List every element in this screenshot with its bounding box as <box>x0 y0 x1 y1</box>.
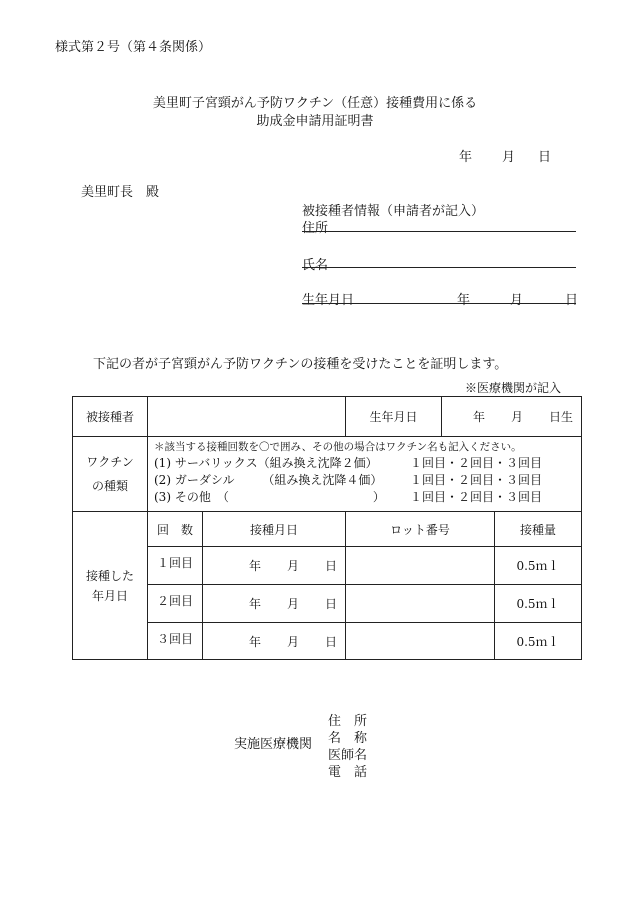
patient-row <box>73 397 582 437</box>
dose-count: ２回目 <box>148 585 203 623</box>
document-title <box>0 95 630 131</box>
dose-row-1 <box>73 547 582 585</box>
table-dob-year: 年 <box>472 410 485 424</box>
address-label: 住所 <box>302 221 329 236</box>
vaccine-option-1[interactable] <box>154 455 581 472</box>
dob-field[interactable] <box>302 303 576 304</box>
header-lot: ロット番号 <box>346 512 495 547</box>
institution-phone-label: 電 話 <box>328 765 368 780</box>
vaccine-option-3-doses: １回目・２回目・３回目 <box>410 490 543 504</box>
issue-date-year: 年 <box>459 150 473 165</box>
dose-date-field[interactable] <box>203 623 346 660</box>
issue-date <box>0 146 630 164</box>
vaccine-option-3-name: (3) その他 （ ） <box>154 490 385 504</box>
dob-label: 生年月日 <box>302 293 355 308</box>
title-line-2: 助成金申請用証明書 <box>256 114 374 129</box>
vaccine-option-1-name: (1) サーバリックス（組み換え沈降２価） <box>154 456 378 470</box>
dose-amount: 0.5ｍｌ <box>495 547 582 585</box>
table-dob-field[interactable] <box>442 397 582 437</box>
issue-date-month: 月 <box>502 150 516 165</box>
dose-amount: 0.5ｍｌ <box>495 585 582 623</box>
patient-label: 被接種者 <box>73 397 148 437</box>
institution-address-label: 住 所 <box>328 714 368 729</box>
vaccine-option-2-name: (2) ガーダシル （組み換え沈降４価） <box>154 473 383 487</box>
institution-fields <box>328 713 367 781</box>
address-field[interactable] <box>302 231 576 232</box>
dose-2-day: 日 <box>325 597 338 611</box>
dose-2-month: 月 <box>286 597 299 611</box>
name-field[interactable] <box>302 267 576 268</box>
dose-1-day: 日 <box>325 559 338 573</box>
header-amount: 接種量 <box>495 512 582 547</box>
dose-3-year: 年 <box>248 634 261 649</box>
vaccine-option-2-doses: １回目・２回目・３回目 <box>410 473 543 487</box>
medical-institution-note: ※医療機関が記入 <box>465 381 562 395</box>
dose-3-day: 日 <box>325 634 338 649</box>
dose-count: １回目 <box>148 547 203 585</box>
header-count: 回 数 <box>148 512 203 547</box>
vaccination-date-section-label <box>73 512 148 660</box>
date-section-line2: 年月日 <box>91 588 128 603</box>
table-dob-suffix: 日生 <box>549 410 574 424</box>
form-number: 様式第２号（第４条関係） <box>55 40 212 55</box>
header-date: 接種月日 <box>203 512 346 547</box>
dose-row-3 <box>73 623 582 660</box>
vaccine-label-line2: の種類 <box>91 479 128 493</box>
issue-date-day: 日 <box>538 150 552 165</box>
institution-label: 実施医療機関 <box>234 737 313 752</box>
vaccine-option-2[interactable] <box>154 472 581 489</box>
institution-name-label: 名 称 <box>328 731 368 746</box>
lot-number-field[interactable] <box>346 623 495 660</box>
dose-row-2 <box>73 585 582 623</box>
table-dob-month: 月 <box>511 410 524 424</box>
vaccine-option-3[interactable] <box>154 489 581 506</box>
dob-year-unit: 年 <box>457 293 471 308</box>
vaccine-options <box>148 437 582 512</box>
dose-count: ３回目 <box>148 623 203 660</box>
addressee: 美里町長 殿 <box>81 185 160 200</box>
recipient-heading: 被接種者情報（申請者が記入） <box>302 204 485 219</box>
date-section-line1: 接種した <box>85 568 134 583</box>
dose-date-field[interactable] <box>203 547 346 585</box>
vaccine-type-row <box>73 437 582 512</box>
dose-amount: 0.5ｍｌ <box>495 623 582 660</box>
dose-1-year: 年 <box>248 559 261 573</box>
dose-header-row <box>73 512 582 547</box>
title-line-1: 美里町子宮頸がん予防ワクチン（任意）接種費用に係る <box>152 96 478 111</box>
vaccine-option-1-doses: １回目・２回目・３回目 <box>410 456 543 470</box>
dob-day-unit: 日 <box>565 293 579 308</box>
vaccine-type-label <box>73 437 148 512</box>
institution-doctor-label: 医師名 <box>328 748 368 763</box>
lot-number-field[interactable] <box>346 585 495 623</box>
patient-name-field[interactable] <box>148 397 346 437</box>
lot-number-field[interactable] <box>346 547 495 585</box>
vaccine-note: ＊該当する接種回数を〇で囲み、その他の場合はワクチン名も記入ください。 <box>154 441 522 453</box>
certification-statement: 下記の者が子宮頸がん予防ワクチンの接種を受けたことを証明します。 <box>93 357 508 372</box>
certificate-table <box>72 396 582 660</box>
table-dob-label: 生年月日 <box>346 397 442 437</box>
name-label: 氏名 <box>302 258 329 273</box>
dose-3-month: 月 <box>286 634 299 649</box>
dose-date-field[interactable] <box>203 585 346 623</box>
dose-1-month: 月 <box>286 559 299 573</box>
dose-2-year: 年 <box>248 597 261 611</box>
dob-month-unit: 月 <box>510 293 524 308</box>
vaccine-label-line1: ワクチン <box>86 455 134 469</box>
